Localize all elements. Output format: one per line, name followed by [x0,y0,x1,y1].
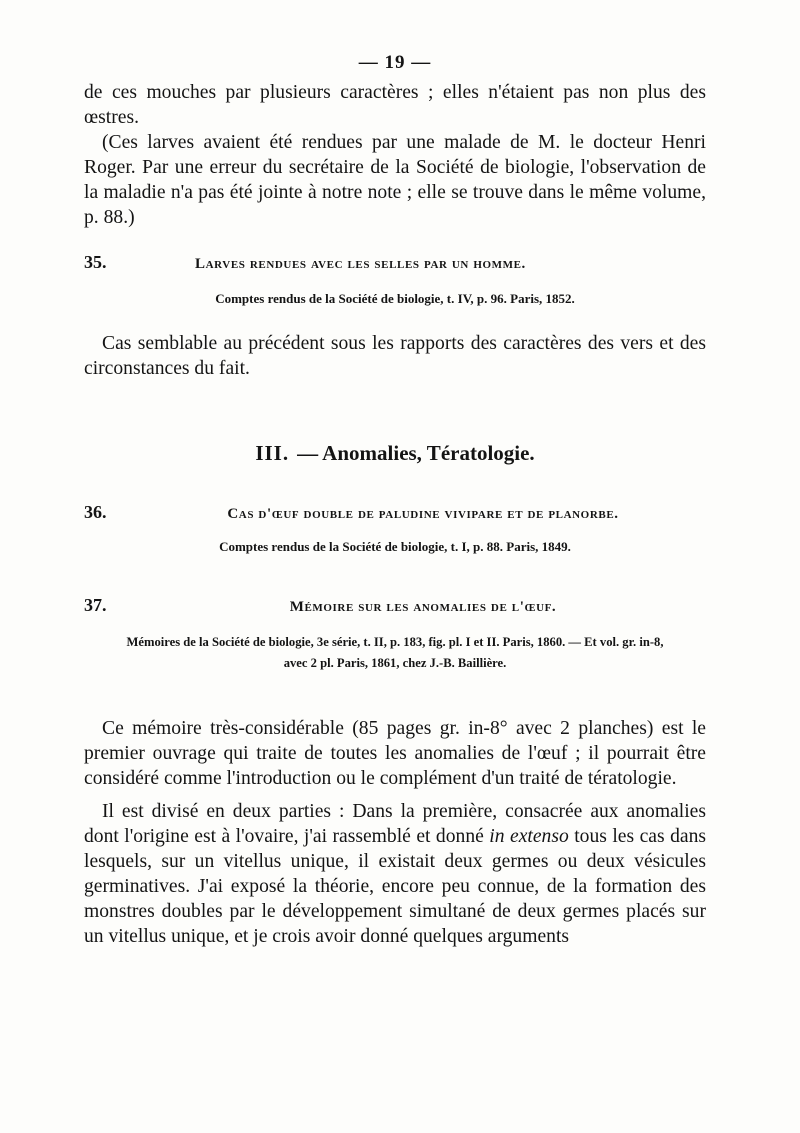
paragraph-continuation: de ces mouches par plusieurs caractères ; elles n'étaient pas non plus des œstres. [84,82,706,128]
paragraph-memoire: Ce mémoire très-considérable (85 pages gr. in-8° avec 2 planches) est le premier ouvrage qui traite de toutes les anomalies de l'œuf ; il pourrait être considéré comme l'introduction ou le complément d'un traité de tératologie. [84,718,706,789]
section-heading [84,441,706,466]
italic-phrase: in extenso [489,826,569,847]
entry-reference: Comptes rendus de la Société de biologie, t. IV, p. 96. Paris, 1852. [215,291,575,306]
document-page [84,52,706,949]
entry-reference: Comptes rendus de la Société de biologie, t. I, p. 88. Paris, 1849. [219,539,571,554]
entry-35 [84,252,706,273]
entry-number: 35. [84,252,107,272]
paragraph-division [84,799,706,949]
section-title: — Anomalies, Tératologie. [297,441,535,465]
reference-line: avec 2 pl. Paris, 1861, chez J.-B. Baillière. [283,656,507,670]
text-run: tous les cas dans lesquels, sur un vitellus unique, il existait deux germes ou deux vésicules germinatives. J'ai exposé la théorie, encore peu connue, de la formation des monstres doubles par le développement simultané de deux germes placés sur un vitellus unique, et je crois avoir donné quelques arguments [84,826,706,947]
paragraph-note: (Ces larves avaient été rendues par une malade de M. le docteur Henri Roger. Par une erreur du secrétaire de la Société de biologie, l'observation de la maladie n'a pas été jointe à notre note ; elle se trouve dans le même volume, p. 88.) [84,132,706,228]
entry-36 [84,502,706,523]
entry-title: Cas d'œuf double de paludine vivipare et de planorbe. [227,506,619,522]
section-numeral: III. [255,441,290,465]
paragraph-entry-35: Cas semblable au précédent sous les rapports des caractères des vers et des circonstances du fait. [84,333,706,379]
reference-line: Mémoires de la Société de biologie, 3e série, t. II, p. 183, fig. pl. I et II. Paris, 1860. — Et vol. gr. in-8, [126,635,664,649]
entry-37 [84,595,706,616]
entry-number: 36. [84,502,107,522]
page-number: — 19 — [358,52,432,73]
entry-title: Larves rendues avec les selles par un homme. [195,256,526,272]
entry-title: Mémoire sur les anomalies de l'œuf. [289,599,557,615]
entry-reference [84,632,706,674]
text-run: Il est divisé en deux parties : Dans la première, consacrée aux anomalies dont l'origine est à l'ovaire, j'ai rassemblé et donné [84,801,706,847]
entry-number: 37. [84,595,107,615]
